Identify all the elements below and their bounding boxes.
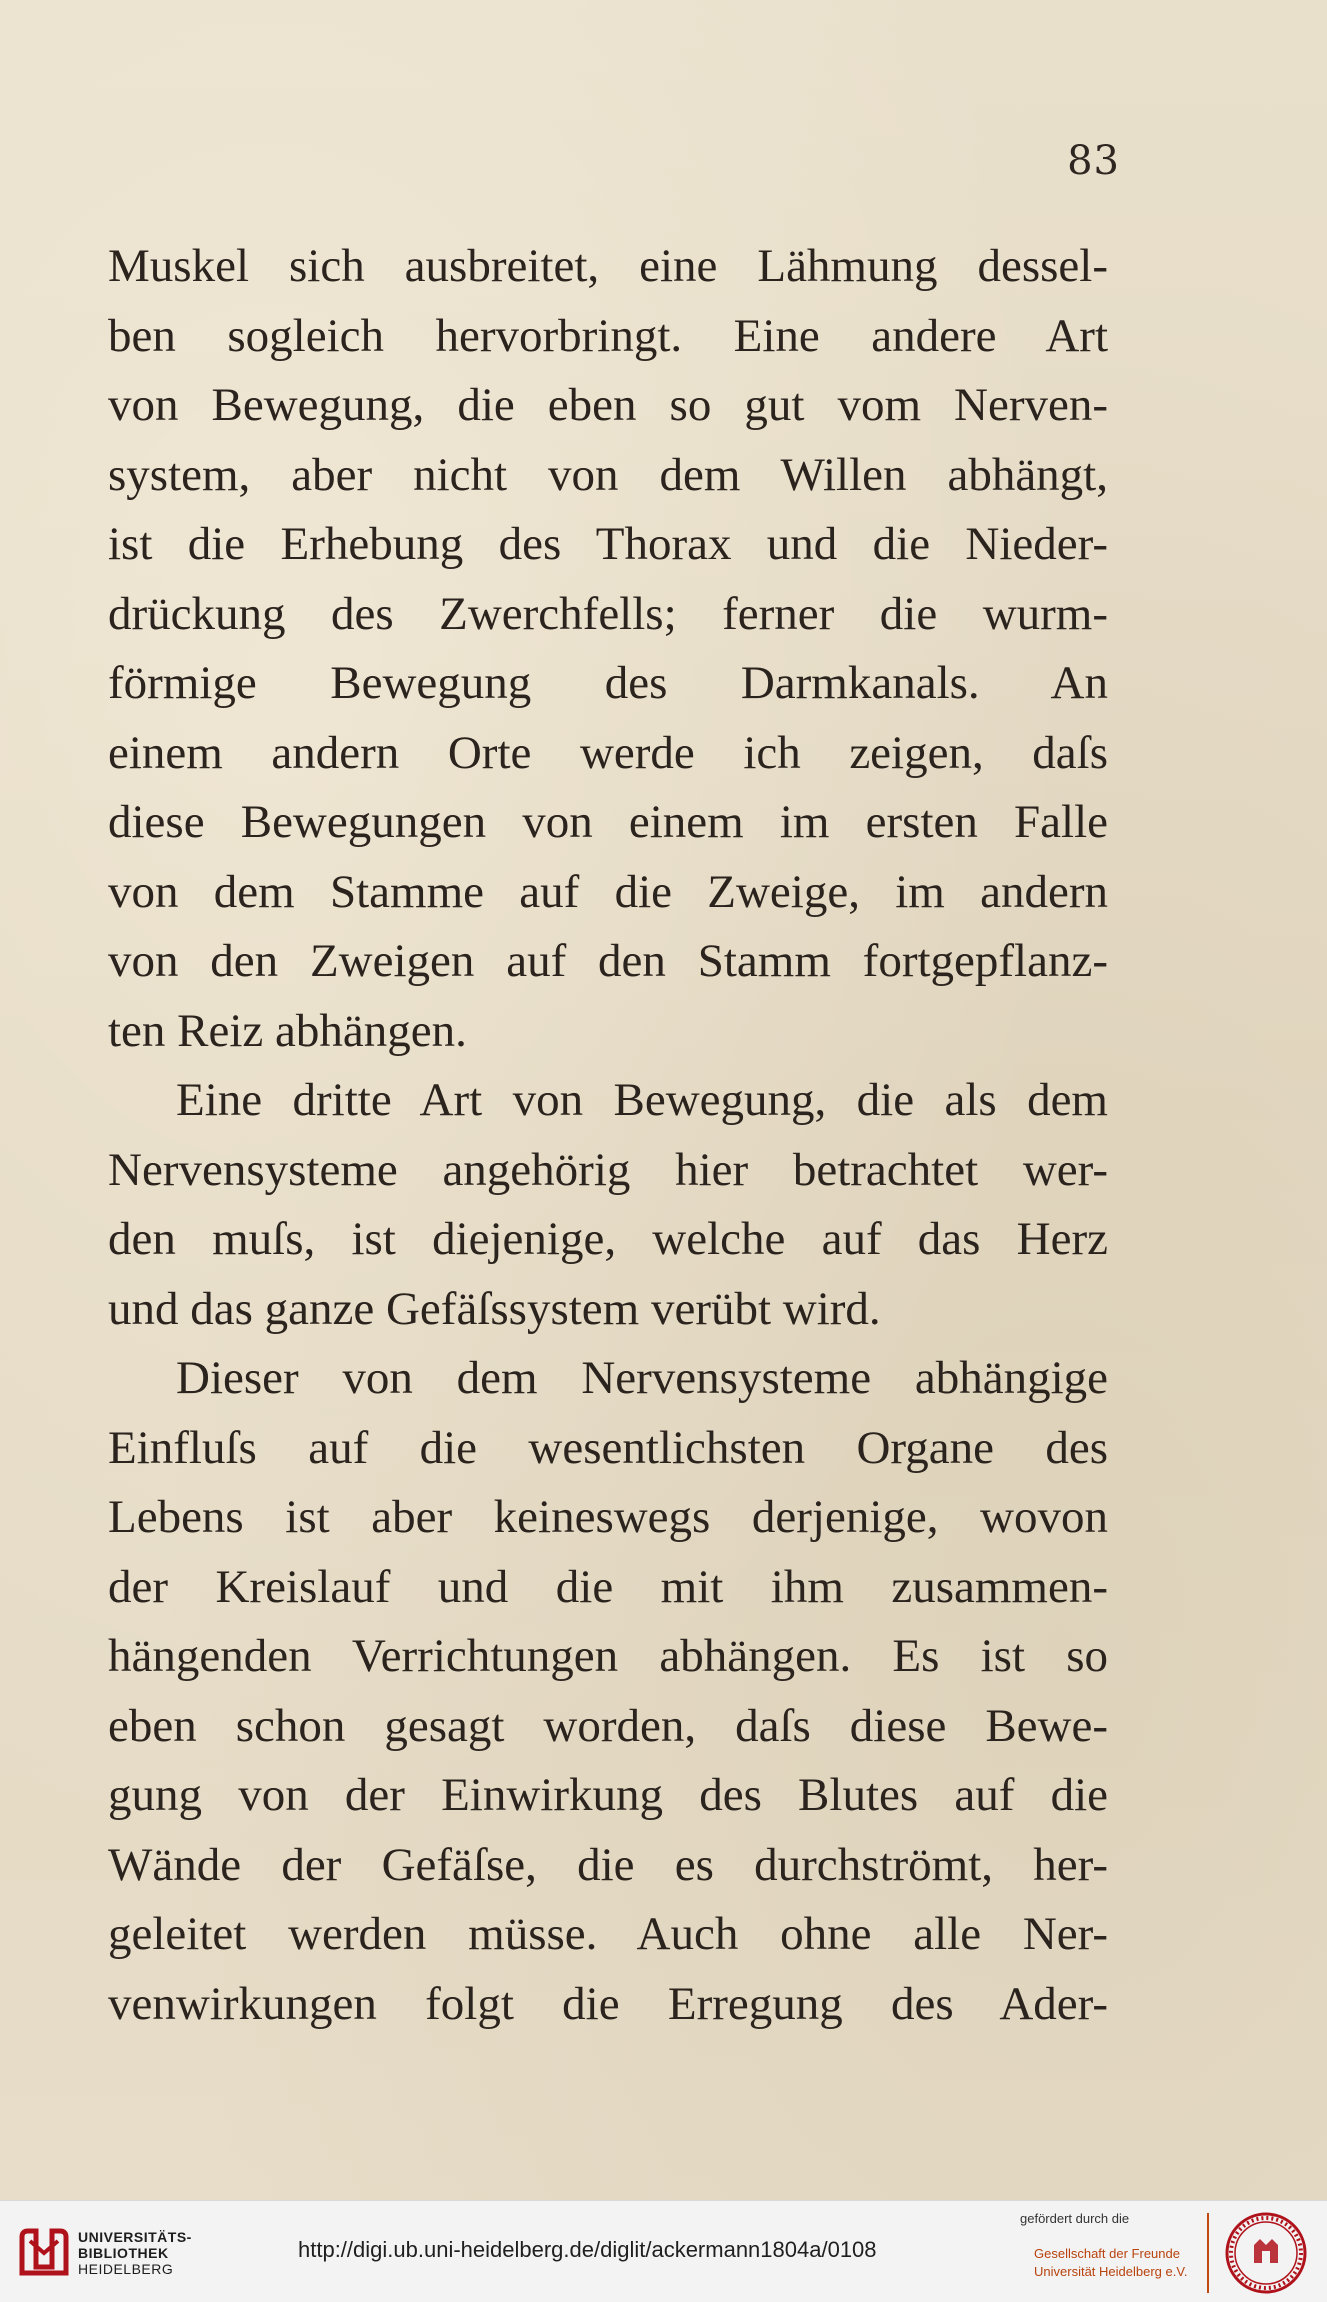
text-line: Wände der Gefäſse, die es durchströmt, her- (108, 1838, 1108, 1891)
university-seal-icon (1224, 2211, 1308, 2295)
library-name-line3: HEIDELBERG (78, 2261, 174, 2277)
text-line: Eine dritte Art von Bewegung, die als dem (176, 1074, 1108, 1126)
library-name (78, 2229, 192, 2277)
text-line: einem andern Orte werde ich zeigen, daſs (108, 726, 1108, 779)
footer-bar (0, 2200, 1327, 2302)
text-line: Lebens ist aber keineswegs derjenige, wovon (108, 1491, 1108, 1543)
text-line: gung von der Einwirkung des Blutes auf die (108, 1769, 1108, 1821)
text-line: Dieser von dem Nervensysteme abhängige (176, 1352, 1108, 1404)
sponsor-divider (1207, 2213, 1209, 2293)
ub-logo-icon (14, 2223, 74, 2283)
library-name-line1: UNIVERSITÄTS- (78, 2229, 192, 2245)
text-line: von dem Stamme auf die Zweige, im andern (108, 865, 1108, 918)
text-line: der Kreislauf und die mit ihm zusammen- (108, 1560, 1108, 1613)
permalink-url[interactable]: http://digi.ub.uni-heidelberg.de/diglit/ackermann1804a/0108 (298, 2237, 877, 2262)
text-line: ten Reiz abhängen. (108, 1004, 467, 1057)
sponsor-name-line2: Universität Heidelberg e.V. (1034, 2264, 1188, 2279)
text-line: Muskel sich ausbreitet, eine Lähmung dessel- (108, 240, 1108, 292)
body-text (108, 232, 1108, 2039)
text-line: ben sogleich hervorbringt. Eine andere Art (108, 309, 1108, 362)
text-line: förmige Bewegung des Darmkanals. An (108, 657, 1108, 709)
text-line: hängenden Verrichtungen abhängen. Es ist so (108, 1630, 1108, 1682)
sponsor-name (1034, 2245, 1187, 2281)
text-line: von Bewegung, die eben so gut vom Nerven- (108, 379, 1108, 431)
text-line: eben schon gesagt worden, daſs diese Bewe- (108, 1699, 1108, 1752)
page-number: 83 (1067, 138, 1120, 184)
text-line: drückung des Zwerchfells; ferner die wurm- (108, 587, 1108, 640)
sponsor-label: gefördert durch die (1020, 2211, 1130, 2226)
text-line: Einfluſs auf die wesentlichsten Organe des (108, 1421, 1108, 1474)
library-name-line2: BIBLIOTHEK (78, 2245, 169, 2261)
text-line: diese Bewegungen von einem im ersten Falle (108, 796, 1108, 848)
text-line: system, aber nicht von dem Willen abhängt, (108, 448, 1108, 501)
text-line: geleitet werden müsse. Auch ohne alle Ner- (108, 1908, 1108, 1960)
text-line: Nervensysteme angehörig hier betrachtet wer- (108, 1143, 1108, 1196)
text-line: und das ganze Gefäſssystem verübt wird. (108, 1282, 881, 1335)
text-line: venwirkungen folgt die Erregung des Ader- (108, 1977, 1108, 2030)
sponsor-name-line1: Gesellschaft der Freunde (1034, 2246, 1180, 2261)
text-line: von den Zweigen auf den Stamm fortgepflanz- (108, 935, 1108, 987)
text-line: ist die Erhebung des Thorax und die Nieder- (108, 518, 1108, 570)
text-line: den muſs, ist diejenige, welche auf das Herz (108, 1213, 1108, 1265)
